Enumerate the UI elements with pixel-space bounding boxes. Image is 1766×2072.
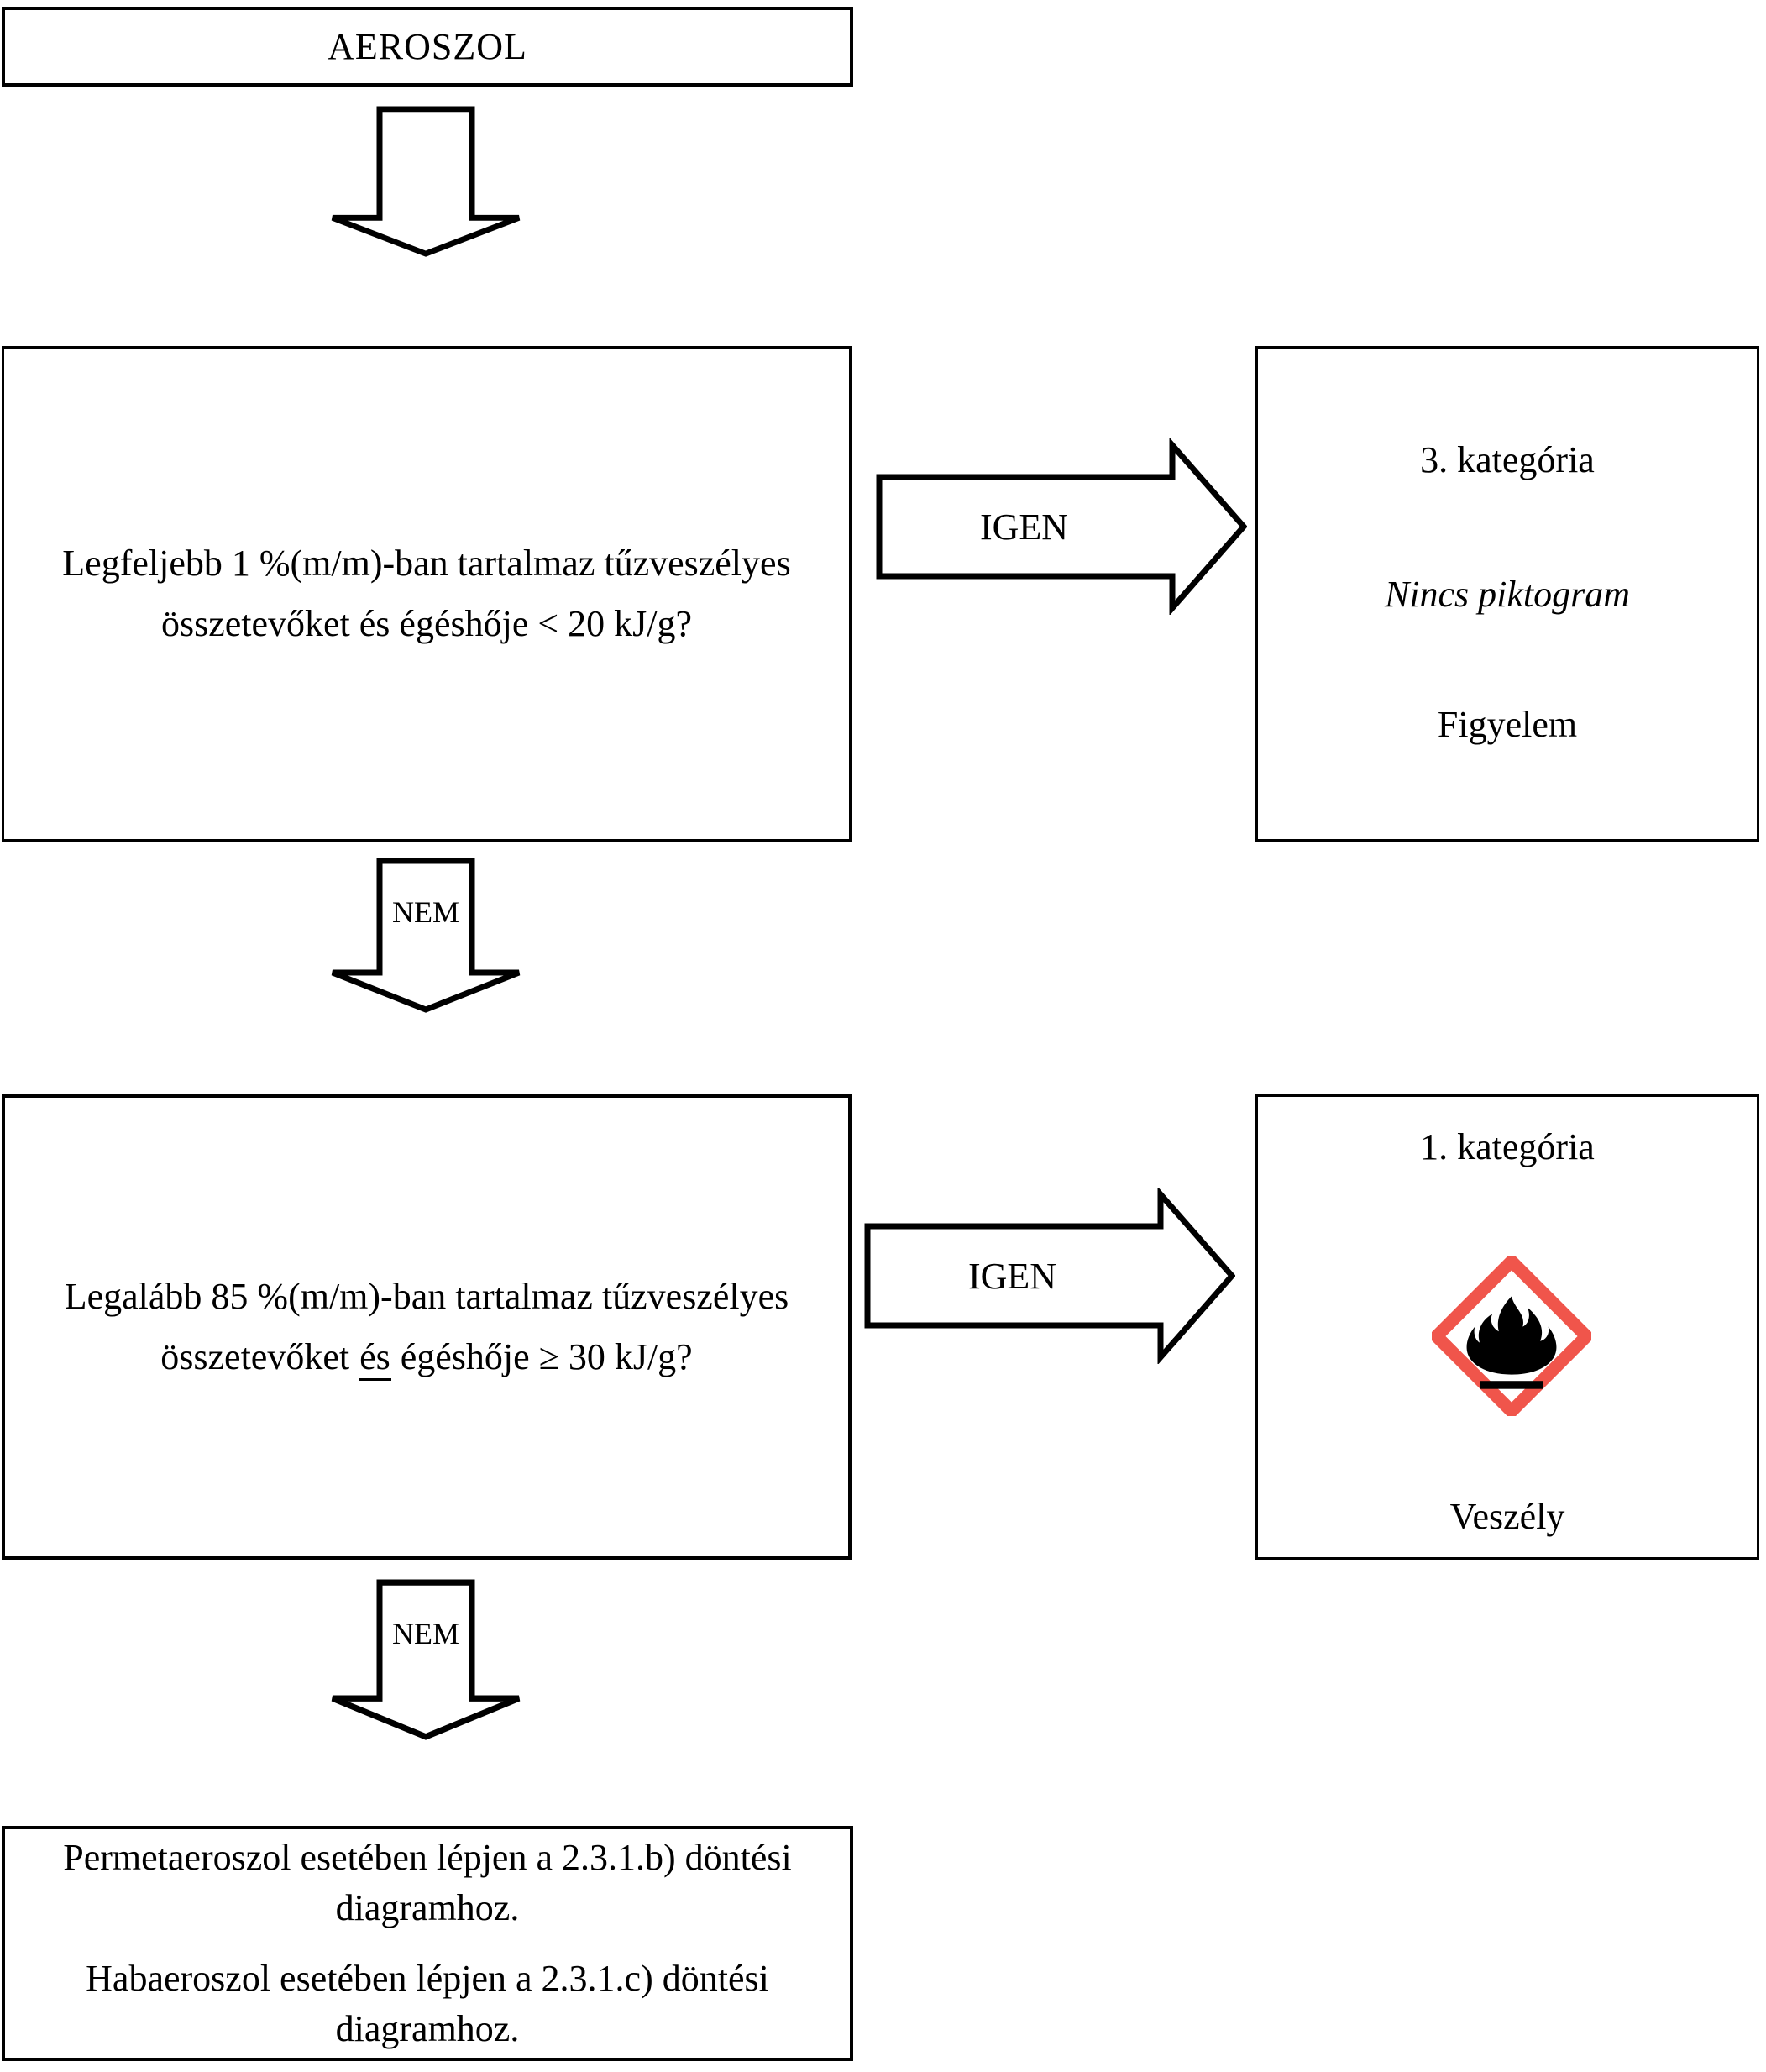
question2-line2-post: égéshője ≥ 30 kJ/g? bbox=[390, 1336, 693, 1377]
down-arrow-icon bbox=[329, 106, 522, 257]
nem-arrow-1-label: NEM bbox=[392, 895, 459, 929]
final-box bbox=[2, 1826, 853, 2061]
category3-title: 3. kategória bbox=[1420, 439, 1595, 480]
final-para2: Habaeroszol esetében lépjen a 2.3.1.c) döntési diagramhoz. bbox=[86, 1958, 769, 2049]
flow-down-arrow-start bbox=[329, 106, 522, 257]
category1-title: 1. kategória bbox=[1420, 1126, 1595, 1167]
nem-arrow-2 bbox=[329, 1579, 522, 1740]
question1-box bbox=[2, 346, 852, 842]
start-box-aeroszol bbox=[2, 7, 853, 87]
category1-signal-word: Veszély bbox=[1449, 1496, 1565, 1537]
start-box-label: AEROSZOL bbox=[328, 26, 527, 67]
category1-box bbox=[1255, 1094, 1759, 1560]
nem-arrow-2-label: NEM bbox=[392, 1617, 459, 1650]
igen-arrow-1-label: IGEN bbox=[979, 506, 1069, 548]
igen-arrow-2 bbox=[864, 1188, 1235, 1364]
nem-arrow-1 bbox=[329, 858, 522, 1013]
category3-signal-word: Figyelem bbox=[1437, 704, 1578, 745]
ghs-flame-icon bbox=[1432, 1256, 1591, 1416]
question1-line1: Legfeljebb 1 %(m/m)-ban tartalmaz tűzveszélyes bbox=[62, 543, 791, 584]
category3-pictogram-note: Nincs piktogram bbox=[1384, 574, 1631, 615]
question2-line2 bbox=[160, 1327, 692, 1387]
category3-box bbox=[1255, 346, 1759, 842]
igen-arrow-1 bbox=[876, 438, 1247, 615]
question2-line2-pre: összetevőket bbox=[160, 1336, 359, 1377]
question1-line2: összetevőket és égéshője < 20 kJ/g? bbox=[160, 603, 693, 644]
igen-arrow-2-label: IGEN bbox=[967, 1255, 1057, 1297]
final-para1: Permetaeroszol esetében lépjen a 2.3.1.b) döntési diagramhoz. bbox=[63, 1837, 792, 1928]
question2-line1: Legalább 85 %(m/m)-ban tartalmaz tűzveszélyes bbox=[64, 1276, 789, 1317]
question2-box bbox=[2, 1094, 852, 1560]
question2-line2-underlined-es: és bbox=[359, 1336, 391, 1381]
ghs-flame-diamond bbox=[1432, 1256, 1591, 1416]
